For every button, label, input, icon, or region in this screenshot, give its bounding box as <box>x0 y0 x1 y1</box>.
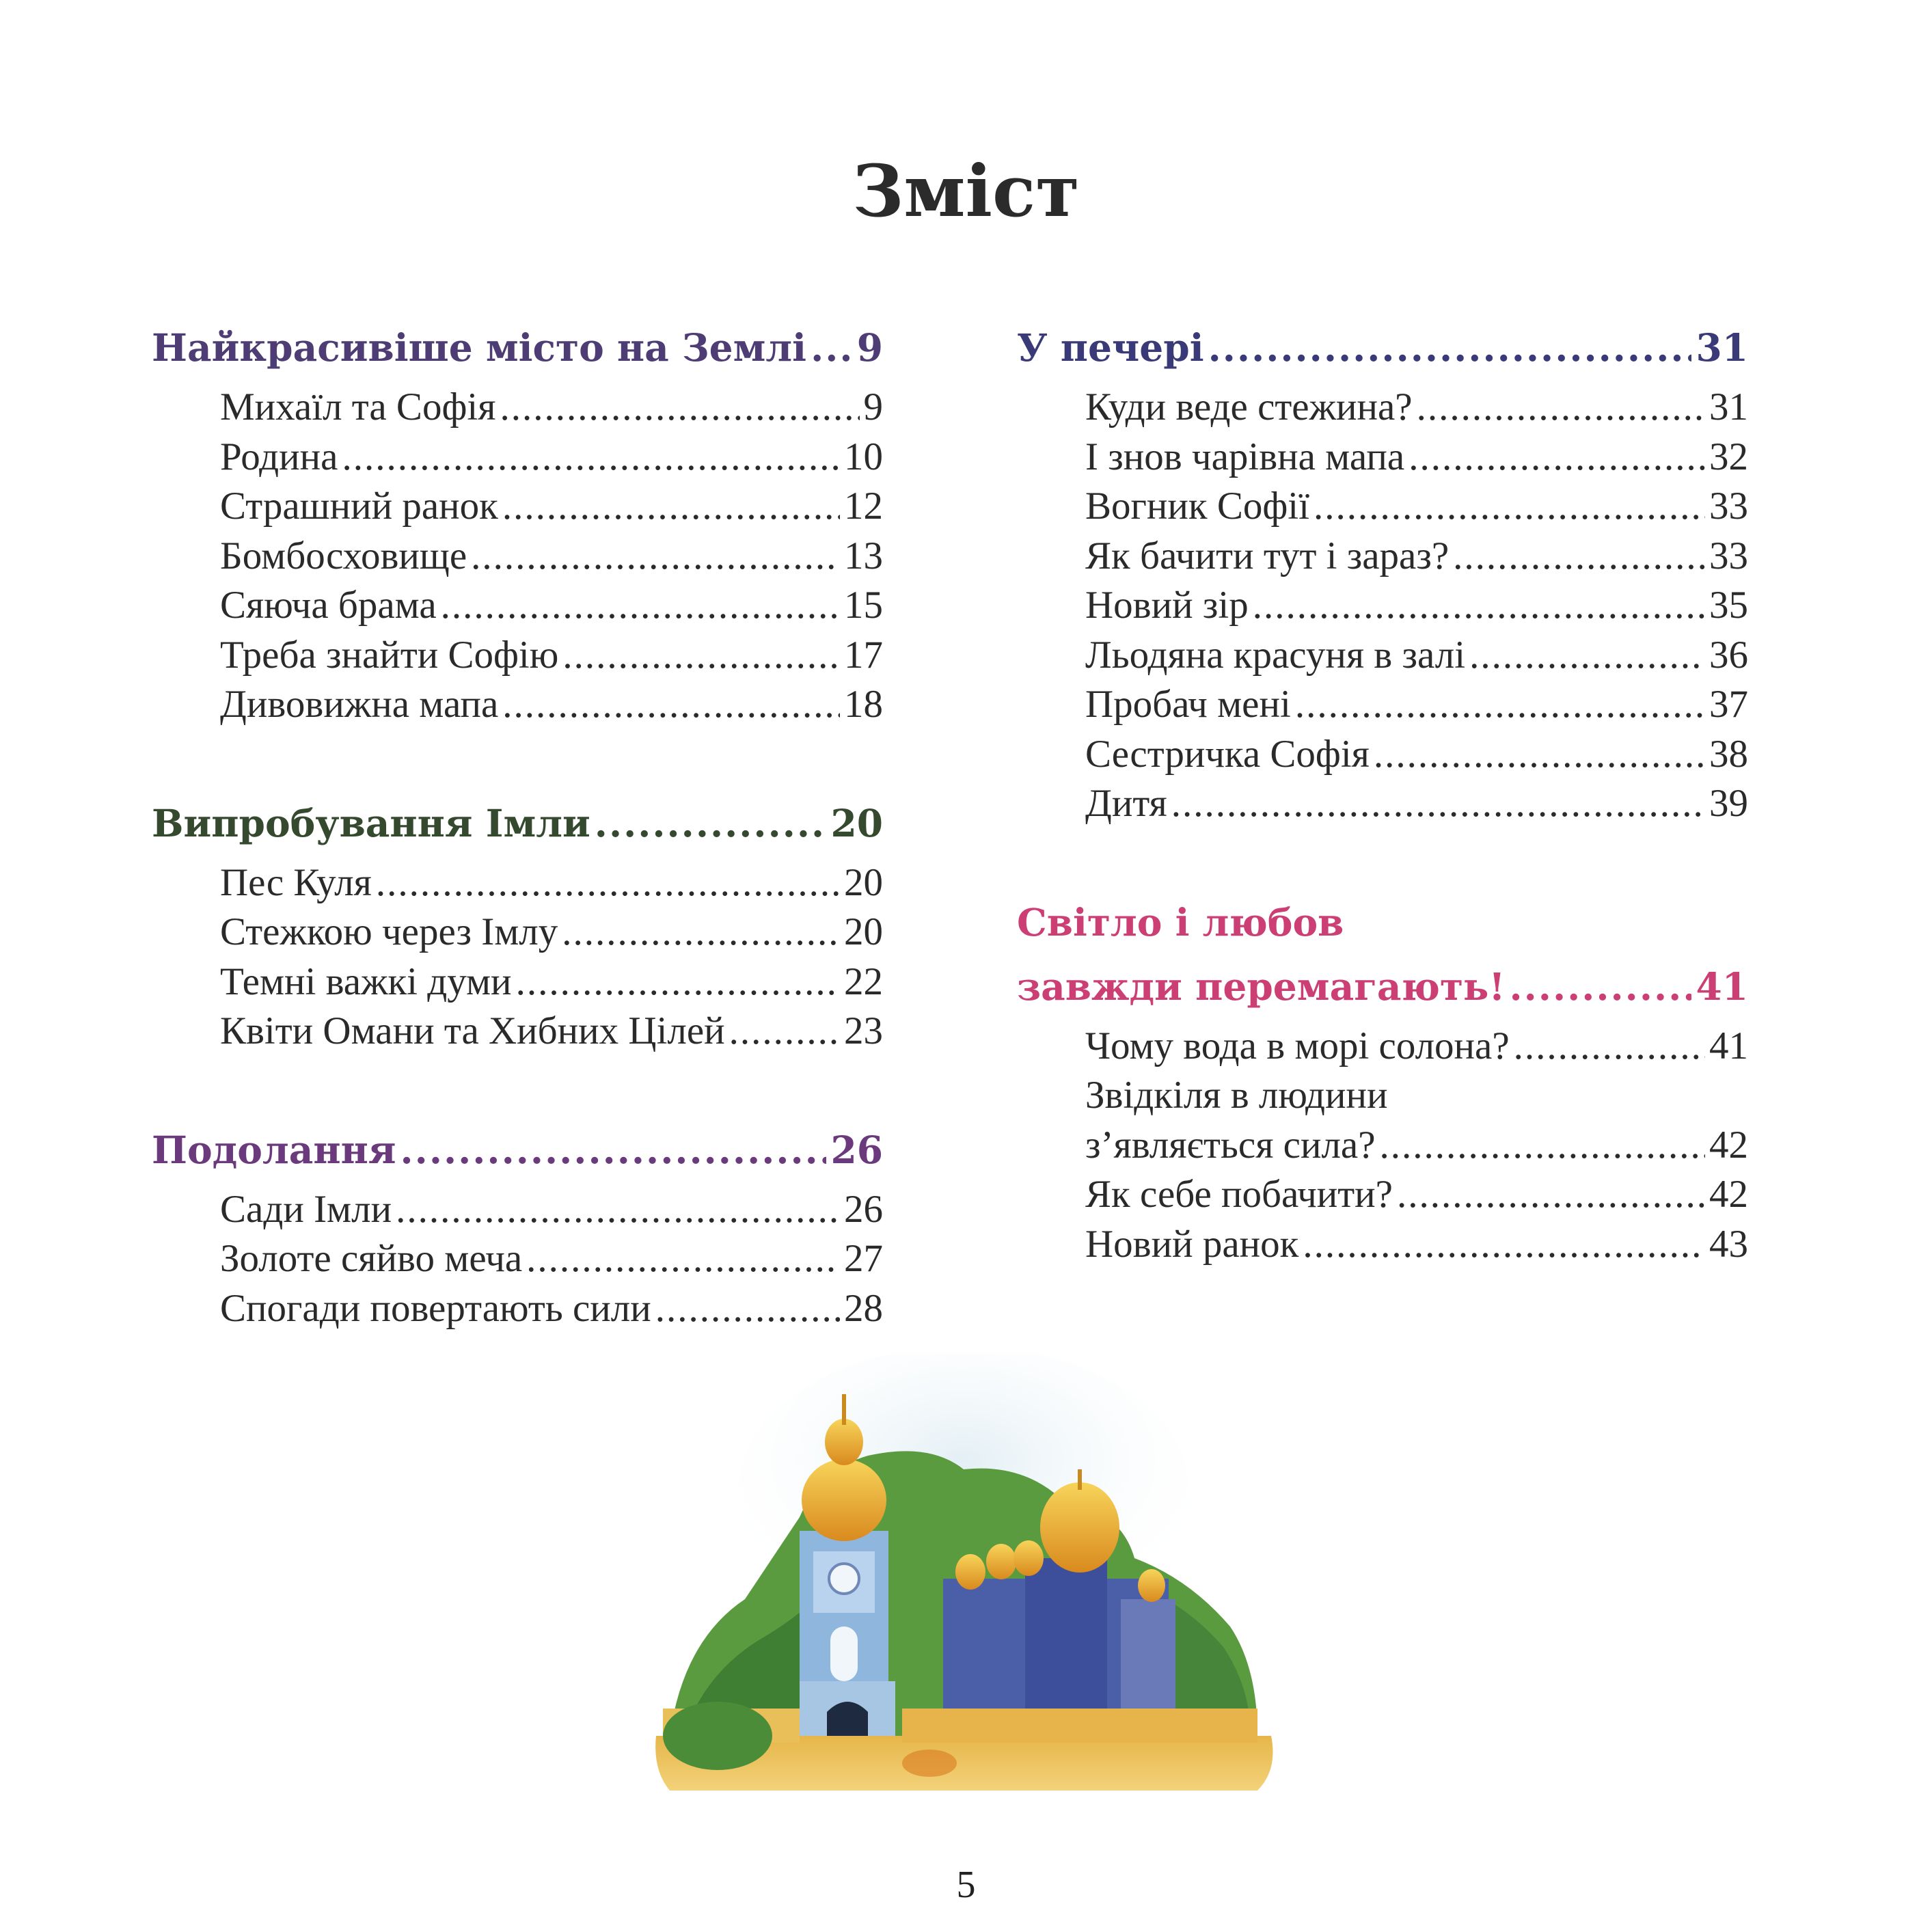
toc-entry[interactable]: Квіти Омани та Хибних Цілей ..... 23 <box>152 1007 883 1057</box>
dot-leader <box>502 482 840 532</box>
toc-entry[interactable]: Родина ..... 10 <box>152 433 883 482</box>
monastery-watercolor-illustration <box>642 1353 1285 1845</box>
dot-leader <box>1253 581 1705 631</box>
dot-leader <box>1171 779 1705 829</box>
toc-section-overcoming <box>152 1118 883 1334</box>
toc-entry[interactable]: І знов чарівна мапа ..... 32 <box>1017 433 1748 482</box>
toc-chapter-heading[interactable]: У печері ..... 31 <box>1017 316 1748 380</box>
dot-leader <box>729 1007 840 1057</box>
toc-right-column <box>1017 316 1748 1269</box>
dot-leader <box>1409 433 1705 482</box>
toc-entry-line1[interactable]: Звідкіля в людини <box>1085 1074 1388 1117</box>
toc-entry[interactable]: Сестричка Софія ..... 38 <box>1017 730 1748 780</box>
toc-entry[interactable]: Як бачити тут і зараз? ..... 33 <box>1017 532 1748 582</box>
dot-leader <box>1453 532 1705 582</box>
toc-entry[interactable]: Треба знайти Софію ..... 17 <box>152 631 883 681</box>
dot-leader <box>396 1185 840 1235</box>
toc-entry[interactable]: Сяюча брама ..... 15 <box>152 581 883 631</box>
dot-leader <box>1397 1170 1705 1220</box>
dot-leader <box>811 316 853 380</box>
toc-entry[interactable]: Новий зір ..... 35 <box>1017 581 1748 631</box>
toc-entry[interactable]: з’являється сила? ..... 42 <box>1017 1121 1748 1171</box>
toc-entry[interactable]: Пробач мені ..... 37 <box>1017 680 1748 730</box>
dot-leader <box>441 581 840 631</box>
dot-leader <box>376 858 840 908</box>
toc-entry[interactable]: Чому вода в морі солона? ..... 41 <box>1017 1022 1748 1072</box>
toc-entry[interactable]: Страшний ранок ..... 12 <box>152 482 883 532</box>
toc-entry[interactable]: Стежкою через Імлу ..... 20 <box>152 908 883 957</box>
toc-entry[interactable]: Золоте сяйво меча ..... 27 <box>152 1234 883 1284</box>
toc-section-mist-trials <box>152 791 883 1057</box>
dot-leader <box>1208 316 1692 380</box>
dot-leader <box>502 680 840 730</box>
page-number: 5 <box>956 1864 976 1906</box>
toc-section-beautiful-city <box>152 316 883 730</box>
toc-section-cave <box>1017 316 1748 829</box>
dot-leader <box>1314 482 1705 532</box>
toc-entry[interactable]: Бомбосховище ..... 13 <box>152 532 883 582</box>
toc-left-column <box>152 316 883 1333</box>
dot-leader <box>342 433 840 482</box>
dot-leader <box>1510 955 1692 1019</box>
toc-entry[interactable]: Дивовижна мапа ..... 18 <box>152 680 883 730</box>
toc-entry[interactable]: Дитя ..... 39 <box>1017 779 1748 829</box>
toc-entry[interactable]: Михаїл та Софія ..... 9 <box>152 383 883 433</box>
toc-entry[interactable]: Новий ранок ..... 43 <box>1017 1220 1748 1270</box>
dot-leader <box>1295 680 1705 730</box>
toc-chapter-heading-line1[interactable]: Світло і любов <box>1017 899 1344 944</box>
dot-leader <box>1417 383 1705 433</box>
dot-leader <box>516 957 840 1007</box>
toc-section-light-and-love <box>1017 890 1748 1270</box>
dot-leader <box>1469 631 1705 681</box>
toc-entry[interactable]: Пес Куля ..... 20 <box>152 858 883 908</box>
toc-entry[interactable]: Як себе побачити? ..... 42 <box>1017 1170 1748 1220</box>
dot-leader <box>1303 1220 1705 1270</box>
toc-entry[interactable]: Куди веде стежина? ..... 31 <box>1017 383 1748 433</box>
dot-leader <box>500 383 859 433</box>
dot-leader <box>400 1118 827 1182</box>
page-title: Зміст <box>852 149 1080 233</box>
dot-leader <box>1514 1022 1705 1072</box>
dot-leader <box>562 631 840 681</box>
toc-entry[interactable]: Льодяна красуня в залі ..... 36 <box>1017 631 1748 681</box>
dot-leader <box>655 1284 840 1334</box>
toc-chapter-heading[interactable]: Найкрасивіше місто на Землі ..... 9 <box>152 316 883 380</box>
dot-leader <box>526 1234 840 1284</box>
dot-leader <box>471 532 840 582</box>
toc-entry[interactable]: Спогади повертають сили ..... 28 <box>152 1284 883 1334</box>
toc-entry[interactable]: Темні важкі думи ..... 22 <box>152 957 883 1007</box>
toc-chapter-heading[interactable]: Подолання ..... 26 <box>152 1118 883 1182</box>
toc-entry[interactable]: Сади Імли ..... 26 <box>152 1185 883 1235</box>
dot-leader <box>1380 1121 1705 1171</box>
dot-leader <box>595 791 827 856</box>
dot-leader <box>562 908 840 957</box>
dot-leader <box>1374 730 1705 780</box>
toc-entry[interactable]: Вогник Софії ..... 33 <box>1017 482 1748 532</box>
toc-chapter-heading[interactable]: Випробування Імли ..... 20 <box>152 791 883 856</box>
toc-chapter-heading[interactable]: завжди перемагають! ..... 41 <box>1017 955 1748 1019</box>
